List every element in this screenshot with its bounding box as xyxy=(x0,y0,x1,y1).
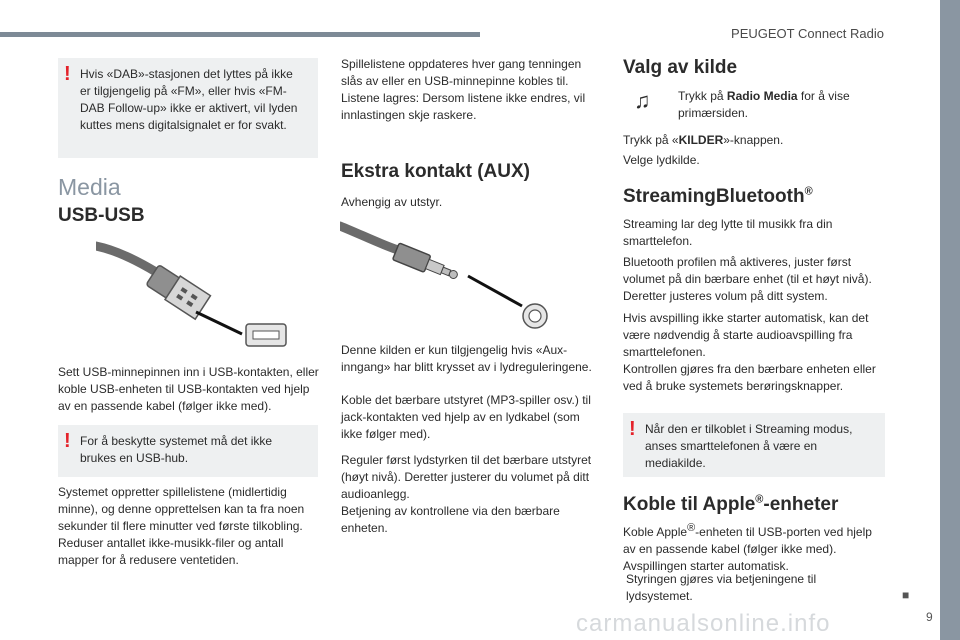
source-paragraph-3: Velge lydkilde. xyxy=(623,153,700,167)
warning-note-usb-hub-text: For å beskytte systemet må det ikke brukes en USB-hub. xyxy=(80,434,273,465)
heading-usb: USB-USB xyxy=(58,205,145,226)
usb-paragraph-1: Sett USB-minnepinnen inn i USB-kontakten, eller koble USB-enheten til USB-kontakten ved hjelp av en passende kabel (følger ikke med). xyxy=(58,365,319,413)
watermark-text: carmanualsonline.info xyxy=(576,610,831,637)
heading-streaming-bluetooth: StreamingBluetooth® xyxy=(623,185,813,207)
source-paragraph-2: Trykk på «KILDER»-knappen. xyxy=(623,133,784,147)
heading-apple-devices: Koble til Apple®-enheter xyxy=(623,493,839,515)
warning-exclamation-icon: ! xyxy=(64,430,71,452)
aux-paragraph-1: Avhengig av utstyr. xyxy=(341,195,443,209)
bt-paragraph-3: Hvis avspilling ikke starter automatisk, kan det være nødvendig å starte audioavspilling fra smarttelefonen. Kontrollen gjøres fra den bærbare enheten eller ved å bruke systemets berøringsknapper. xyxy=(623,311,876,393)
heading-aux: Ekstra kontakt (AUX) xyxy=(341,161,530,182)
music-note-icon: ♫ xyxy=(634,88,651,113)
heading-source-select: Valg av kilde xyxy=(623,57,738,78)
warning-note-streaming xyxy=(623,413,885,477)
warning-note-dab xyxy=(58,58,318,158)
aux-paragraph-3: Koble det bærbare utstyret (MP3-spiller osv.) til jack-kontakten ved hjelp av en lydkabel (som ikke følger med). xyxy=(341,393,591,441)
top-rule xyxy=(0,32,480,37)
right-edge-band xyxy=(940,0,960,640)
source-paragraph-1: Trykk på Radio Media for å vise primærsiden. xyxy=(678,89,850,120)
bt-paragraph-2: Bluetooth profilen må aktiveres, juster først volumet på din bærbare enhet (til et høyt nivå). Deretter justeres volum på ditt system. xyxy=(623,255,872,303)
warning-note-usb-hub xyxy=(58,425,318,477)
aux-jack-illustration xyxy=(340,216,555,334)
warning-note-streaming-text: Når den er tilkoblet i Streaming modus, anses smarttelefonen å være en mediakilde. xyxy=(645,422,853,470)
warning-note-dab-text: Hvis «DAB»-stasjonen det lyttes på ikke er tilgjengelig på «FM», eller hvis «FM-DAB Follow-up» ikke er aktivert, vil lyden kuttes mens digitalsignalet er for svakt. xyxy=(80,67,298,132)
page-number: 9 xyxy=(926,610,933,624)
page-header-title: PEUGEOT Connect Radio xyxy=(731,26,884,41)
warning-exclamation-icon: ! xyxy=(64,63,71,85)
aux-paragraph-4: Reguler først lydstyrken til det bærbare utstyret (høyt nivå). Deretter justerer du volumet på ditt audioanlegg. Betjening av kontrollene via den bærbare enheten. xyxy=(341,453,592,535)
warning-exclamation-icon: ! xyxy=(629,418,636,440)
aux-paragraph-2: Denne kilden er kun tilgjengelig hvis «Aux-inngang» har blitt krysset av i lydreguleringene. xyxy=(341,343,592,374)
apple-paragraph-1: Koble Apple®-enheten til USB-porten ved hjelp av en passende kabel (følger ikke med). Avspillingen starter automatisk. xyxy=(623,522,872,573)
usb-paragraph-2: Systemet oppretter spillelistene (midlertidig minne), og denne opprettelsen kan ta fra noen sekunder til flere minutter ved første tilkobling. Reduser antallet ikke-musikk-filer og antall mapper for å redusere ventetiden. xyxy=(58,485,305,567)
apple-paragraph-2: Styringen gjøres via betjeningene til lydsystemet. xyxy=(626,572,817,603)
usb-plug-illustration xyxy=(96,240,296,350)
continue-marker: ■ xyxy=(902,588,910,602)
playlist-paragraph: Spillelistene oppdateres hver gang tenningen slås av eller en USB-minnepinne kobles til. Listene lagres: Dersom listene ikke endres, vil innlastingen skje raskere. xyxy=(341,57,586,122)
section-title-media: Media xyxy=(58,174,121,200)
bt-paragraph-1: Streaming lar deg lytte til musikk fra din smarttelefon. xyxy=(623,217,833,248)
